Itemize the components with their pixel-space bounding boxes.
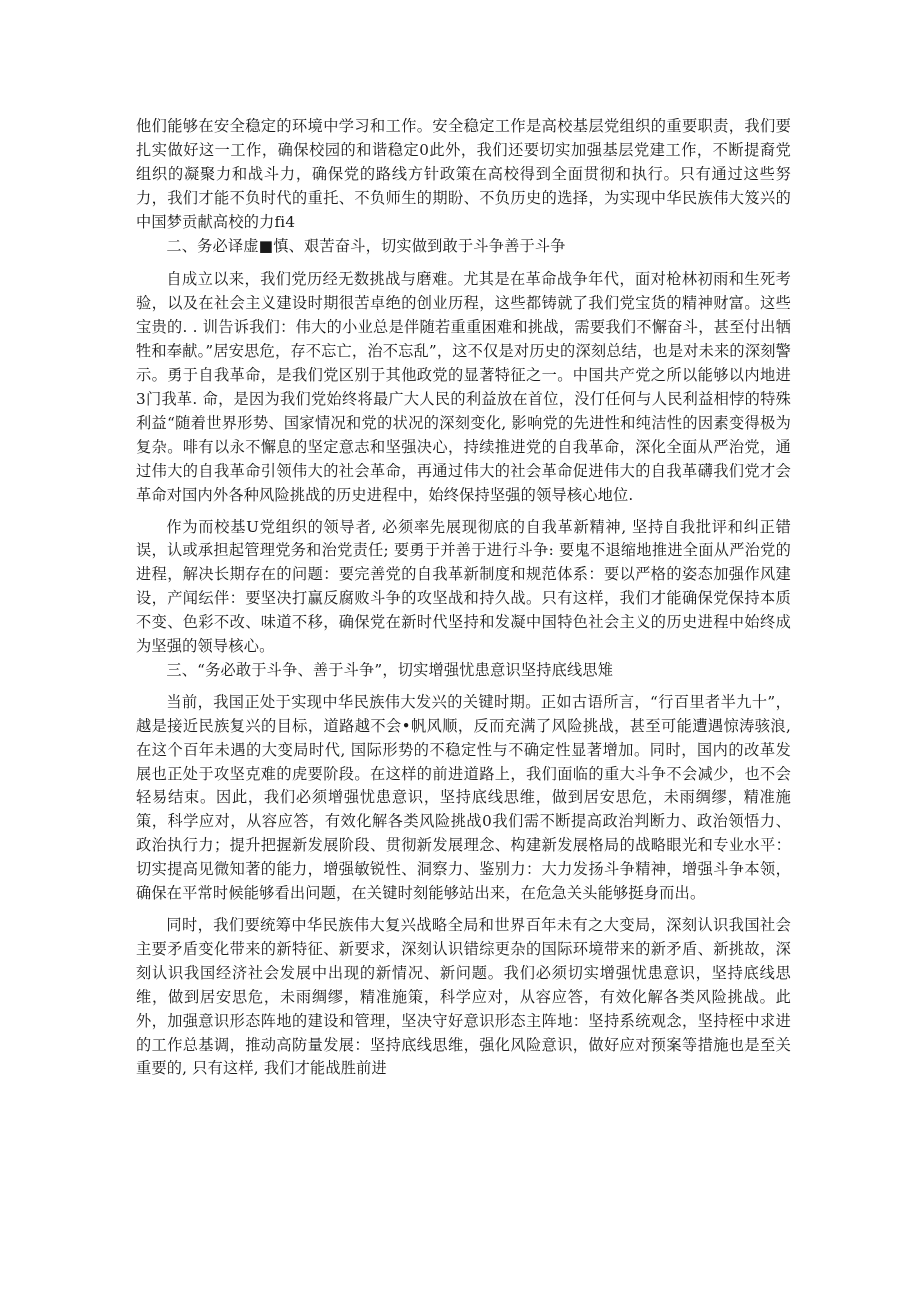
section-heading-3: 三、“务必敢于斗争、善于斗争”，切实增强忧患意识坚持底线思雉 (166, 660, 614, 679)
body-paragraph-5: 同时，我们要统筹中华民族伟大复兴战略全局和世界百年未有之大变局，深刻认识我国社会主要矛盾变化带来的新特征、新要求，深刻认识错综更杂的国际环境带来的新矛盾、新挑故，深刻认识我国经济社会发展中出现的新情况、新问题。我们必须切实增强忧患意识，坚持底线思维，做到居安思危，未雨绸缪，精准施策，科学应对，从容应答，有效化解各类风险挑战。此外，加强意识形态阵地的建设和管理，坚决守好意识形态主阵地：坚持系统观念，坚持桎中求进的工作总基调，推动高防量发展：坚持底线思维，强化风险意识，做好应对预案等措施也是至关重要的, 只有这样, 我们才能战胜前进 (136, 916, 791, 1078)
body-paragraph-1: 他们能够在安全稳定的环境中学习和工作。安全稳定工作是高校基层党组织的重要职责，我们要扎实做好这一工作，确保校园的和谐稳定0此外，我们还要切实加强基层党建工作，不断提裔党组织的凝聚力和战斗力，确保党的路线方针政策在高校得到全面贯彻和执行。只有通过这些努力，我们才能不负时代的重托、不负师生的期盼、不负历史的选择，为实现中华民族伟大笈兴的中国梦贡献高校的力fi4 (136, 117, 791, 231)
body-paragraph-4: 当前，我国正处于实现中华民族伟大发兴的关键时期。正如古语所言，“行百里者半九十”，越是接近民族复兴的目标，道路越不会•帆风顺，反而充满了风险挑战，甚至可能遭遇惊涛骇浪, 在这个百年未遇的大变局时代, 国际形势的不稳定性与不确定性显著增加。同时，国内的改革发展也正处于攻坚克难的虎要阶段。在这样的前进道路上，我们面临的重大斗争不会减少，也不会轻易结束。因此，我们必须增强忧患意识，坚持底线思维，做到居安思危，未雨绸缪，精准施策，科学应对，从容应答，有效化解各类风险挑战0我们需不断提高政治判断力、政治领悟力、政治执行力；提升把握新发展阶段、贯彻新发展理念、构建新发展格局的战略眼光和专业水平：切实提高见微知著的能力，增强敏锐性、洞察力、鉴别力：大力发扬斗争精神，增强斗争本领，确保在平常时候能够看出问题，在关键时刻能够站出来，在危急关头能够挺身而出。 (136, 692, 791, 903)
body-paragraph-3: 作为而校基U党组织的领导者, 必须率先展现彻底的自我革新精神, 坚持自我批评和纠正错误，认或承担起管理党务和治党责任; 要勇于并善于进行斗争: 要鬼不退缩地推进全面从严治党的进程，解决长期存在的问题：要完善党的自我革新制度和规范体系：要以严格的姿态加强作风建设，产闻纭伴：要坚决打赢反腐败斗争的攻坚战和持久战。只有这样，我们才能确保党保持本质不变、色彩不改、味道不移，确保党在新时代坚持和发凝中国特色社会主义的历史进程中始终成为坚强的领导核心。 (136, 517, 791, 656)
document-page (136, 115, 791, 1081)
section-heading-2: 二、务必译虚■慎、艰苦奋斗，切实做到敢于斗争善于斗争 (166, 236, 566, 255)
body-paragraph-2: 自成立以来，我们党历经无数挑战与磨难。尤其是在革命战争年代，面对枪林初雨和生死考验，以及在社会主义建设时期很苦卓绝的创业历程，这些都铸就了我们党宝货的精神财富。这些宝贵的. . 训告诉我们：伟大的小业总是伴随若重重困难和挑战，需要我们不懈奋斗，甚至付出牺牲和奉献。”居安思危，存不忘亡，治不忘乱”，这不仅是对历史的深刻总结，也是对未来的深刻警示。勇于自我革命，是我们党区别于其他政党的显著特征之一。中国共产党之所以能够以内地进3门我革. 命，是因为我们党始终将最广大人民的利益放在首位，没仃任何与人民利益相悖的特殊利益“随着世界形势、国家情况和党的状况的深刻变化, 影响党的先进性和纯洁性的因素变得极为复杂。啡有以永不懈息的坚定意志和坚强决心，持续推进党的自我革命，深化全面从严治党，通过伟大的自我革命引领伟大的社会革命，再通过伟大的社会革命促进伟大的自我革礴我们党才会革命对国内外各种风险挑战的历史进程中，始终保持坚强的领导核心地位. (136, 270, 791, 504)
